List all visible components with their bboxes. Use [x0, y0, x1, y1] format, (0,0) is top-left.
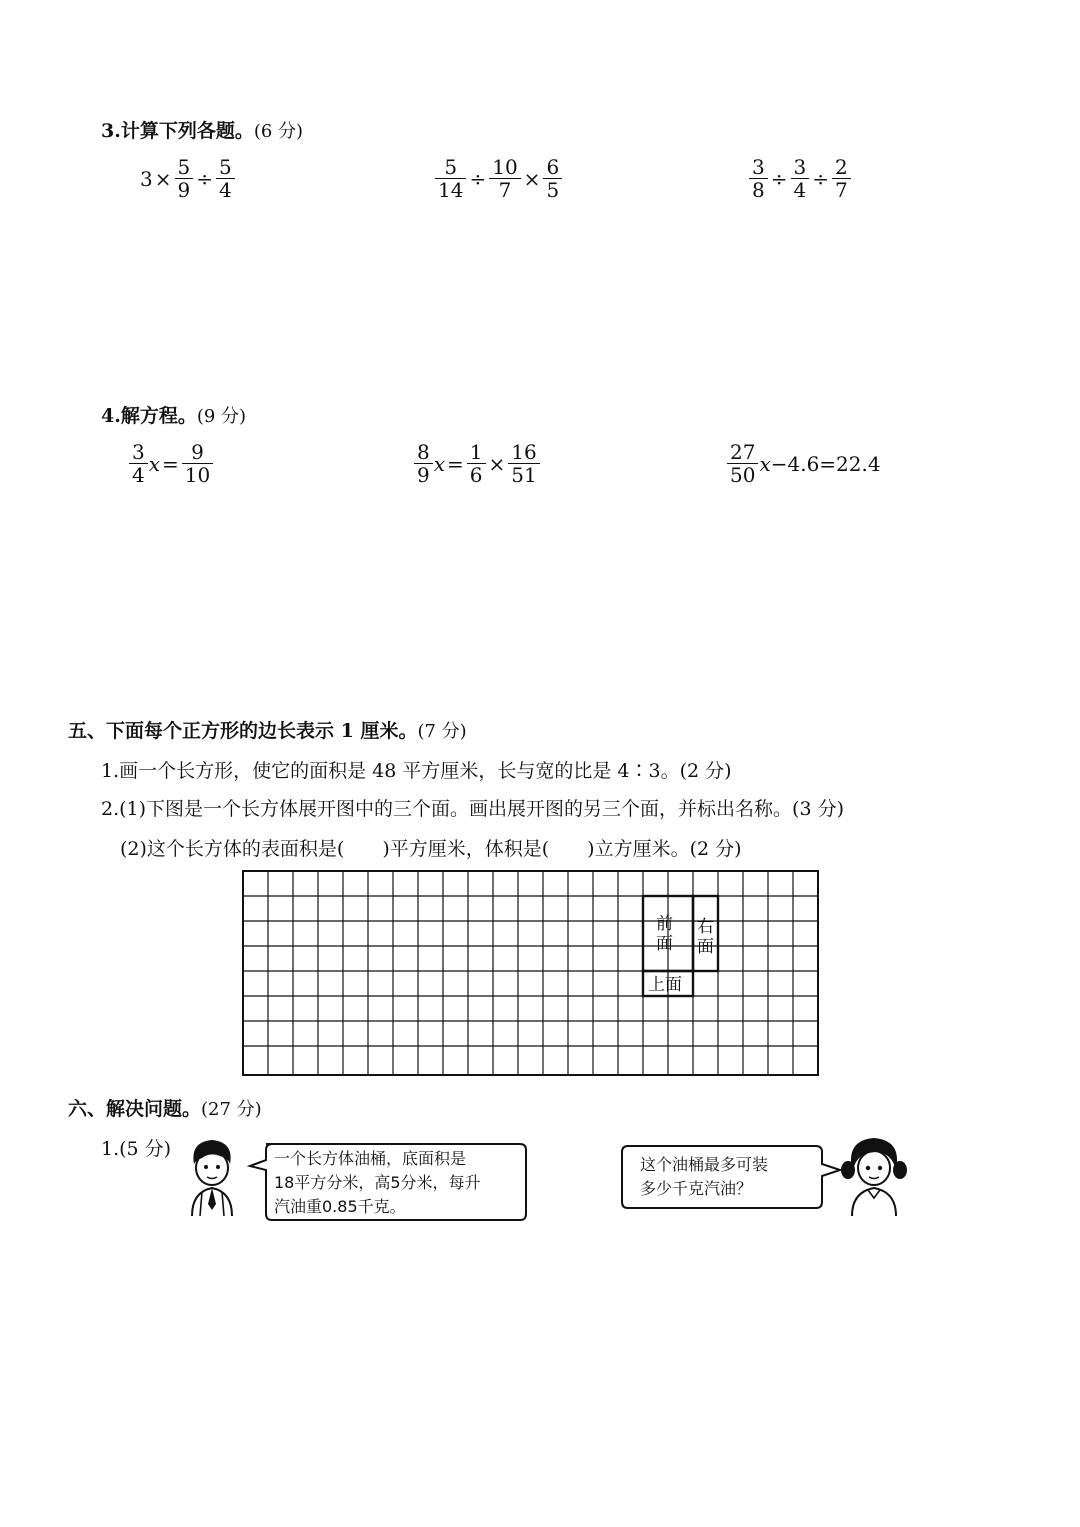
denominator: 5 — [546, 178, 560, 202]
equation-1 — [128, 441, 214, 486]
denominator: 7 — [835, 178, 848, 202]
denominator: 51 — [511, 463, 537, 487]
denominator: 7 — [498, 178, 512, 202]
top-label: 上面 — [648, 975, 682, 995]
denominator: 9 — [417, 463, 430, 487]
eq3-var: x — [759, 451, 771, 476]
girl-bubble-line-1: 这个油桶最多可装 — [640, 1155, 769, 1174]
eq3-frac0 — [727, 441, 758, 486]
eq1-frac-right — [182, 441, 213, 486]
section5-q2a: 2.(1)下图是一个长方体展开图中的三个面。画出展开图的另三个面，并标出名称。(3 分) — [101, 798, 844, 820]
calc2-frac0 — [435, 156, 466, 201]
right-label-1: 右 — [697, 917, 714, 937]
calc-problem-1 — [140, 156, 236, 201]
section3-title: 3.计算下列各题。 — [101, 120, 254, 142]
right-label-2: 面 — [697, 937, 714, 957]
numerator: 2 — [835, 155, 848, 179]
section5-q1: 1.画一个长方形，使它的面积是 48 平方厘米，长与宽的比是 4∶3。(2 分) — [101, 760, 732, 782]
section6-q1-label: 1.(5 分) — [101, 1138, 172, 1160]
calc-problem-3 — [748, 156, 852, 201]
eq2-frac0 — [414, 441, 433, 486]
numerator: 5 — [219, 155, 232, 179]
calc-problem-2 — [434, 156, 563, 201]
denominator: 4 — [132, 463, 145, 487]
numerator: 27 — [730, 440, 756, 464]
numerator: 1 — [469, 440, 483, 464]
numerator: 3 — [752, 155, 765, 179]
section5-heading — [68, 716, 467, 743]
denominator: 4 — [219, 178, 232, 202]
calc3-frac1 — [791, 156, 810, 201]
numerator: 3 — [132, 440, 145, 464]
denominator: 6 — [469, 463, 483, 487]
section6-score: (27 分) — [201, 1099, 262, 1120]
numerator: 8 — [417, 440, 430, 464]
eq1-var: x — [148, 451, 161, 476]
numerator: 5 — [177, 155, 191, 179]
calc2-frac1 — [489, 156, 520, 201]
calc3-frac2 — [832, 156, 851, 201]
section6-heading — [68, 1094, 262, 1121]
denominator: 4 — [793, 178, 807, 202]
calc3-frac0 — [749, 156, 768, 201]
section5-q2b: (2)这个长方体的表面积是( )平方厘米，体积是( )立方厘米。(2 分) — [120, 838, 742, 860]
section4-title: 4.解方程。 — [101, 405, 197, 427]
girl-illustration — [838, 1130, 910, 1218]
calc1-frac1 — [175, 156, 194, 201]
boy-bubble-line-1: 一个长方体油桶，底面积是 — [274, 1149, 467, 1168]
section3-score: (6 分) — [253, 121, 304, 142]
boy-bubble-line-3: 汽油重0.85千克。 — [274, 1197, 406, 1216]
eq2-equals: = — [447, 451, 464, 476]
numerator: 5 — [444, 155, 458, 179]
calc1-frac2 — [216, 156, 235, 201]
calc1-op2: ÷ — [196, 166, 213, 191]
numerator: 16 — [511, 440, 537, 464]
section5-title: 五、下面每个正方形的边长表示 1 厘米。 — [68, 720, 418, 742]
section5-score: (7 分) — [417, 721, 467, 742]
calc2-op2: × — [523, 166, 541, 191]
eq2-frac1 — [467, 441, 486, 486]
calc1-whole: 3 — [140, 166, 153, 191]
eq2-times: × — [488, 451, 506, 476]
equation-3 — [726, 441, 881, 486]
section6-title: 六、解决问题。 — [68, 1098, 202, 1120]
boy-bubble-line-2: 18平方分米，高5分米，每升 — [274, 1173, 481, 1192]
denominator: 9 — [177, 178, 191, 202]
numerator: 9 — [191, 440, 204, 464]
denominator: 14 — [438, 178, 464, 202]
calc1-op1: × — [154, 166, 172, 191]
calc2-op1: ÷ — [469, 166, 487, 191]
section4-heading — [101, 401, 246, 428]
numerator: 6 — [546, 155, 560, 179]
eq1-equals: = — [162, 451, 179, 476]
square-grid[interactable] — [242, 870, 820, 1078]
numerator: 3 — [793, 155, 807, 179]
calc2-frac2 — [543, 156, 562, 201]
eq2-var: x — [433, 451, 446, 476]
denominator: 10 — [184, 463, 211, 487]
section4-score: (9 分) — [196, 406, 247, 427]
section3-heading — [101, 116, 303, 143]
calc3-op2: ÷ — [812, 166, 829, 191]
front-label-2: 面 — [656, 934, 673, 954]
eq1-frac0 — [129, 441, 148, 486]
grid-lines — [243, 871, 819, 1075]
numerator: 10 — [492, 155, 518, 179]
grid-border — [243, 871, 818, 1075]
girl-bubble-line-2: 多少千克汽油？ — [640, 1179, 753, 1198]
denominator: 8 — [752, 178, 765, 202]
girl-speech-bubble — [620, 1142, 844, 1212]
boy-illustration — [180, 1134, 246, 1218]
calc3-op1: ÷ — [770, 166, 788, 191]
eq2-frac2 — [508, 441, 539, 486]
front-label-1: 前 — [656, 914, 673, 934]
eq3-rest: −4.6=22.4 — [770, 451, 881, 476]
denominator: 50 — [730, 463, 756, 487]
equation-2 — [413, 441, 541, 486]
